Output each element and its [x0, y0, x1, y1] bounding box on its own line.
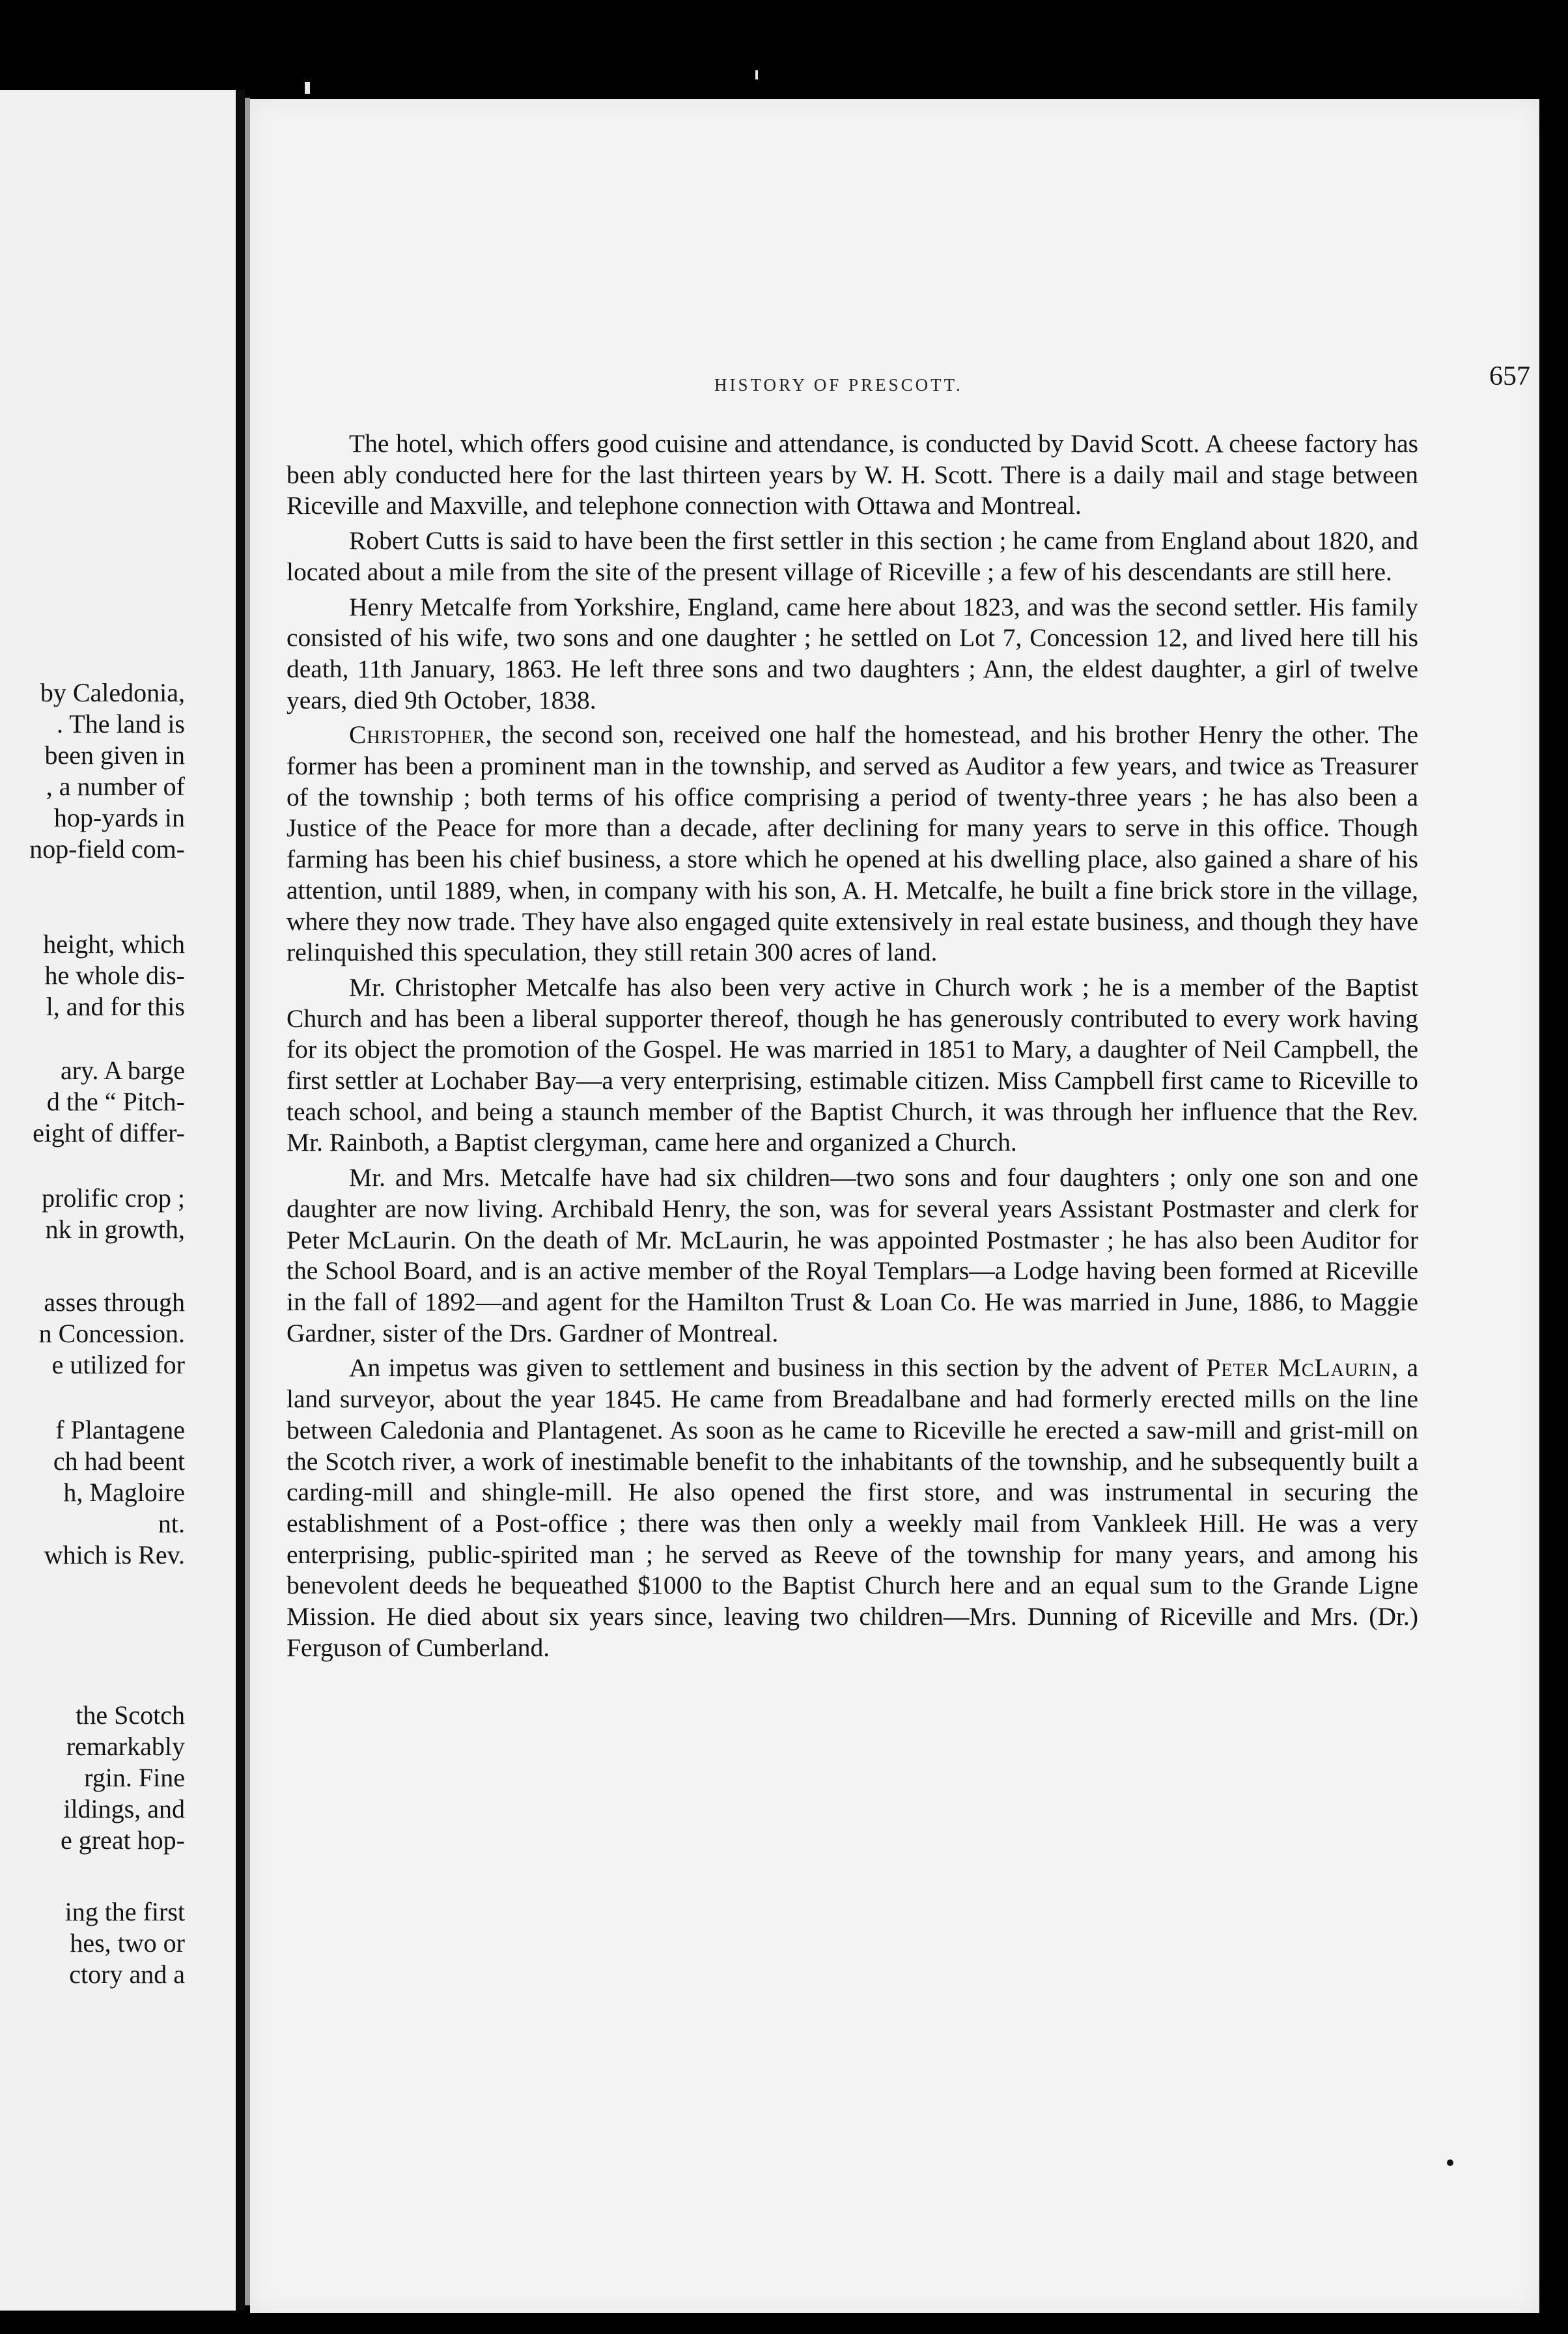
facing-page-line: f Plantagene [55, 1415, 185, 1444]
running-title: HISTORY OF PRESCOTT. [714, 375, 963, 395]
scan-speck [305, 82, 310, 94]
facing-page-line: hes, two or [70, 1928, 185, 1958]
facing-page-line: n Concession. [38, 1319, 185, 1348]
name-peter-mclaurin: Peter McLaurin, [1206, 1353, 1399, 1383]
paragraph-peter-mclaurin [287, 1353, 1418, 1663]
facing-page-line: . The land is [56, 709, 185, 738]
facing-page-line: he whole dis- [44, 961, 185, 990]
paragraph-mclaurin-text: a land surveyor, about the year 1845. He came from Breadalbane and had formerly erected mills on the line between Caledonia and Plantagenet. As soon as he came to Riceville he erected a saw-mill and grist-mill on the Scotch river, a work of inestimable benefit to the inhabitants of the township, and he subsequently built a carding-mill and shingle-mill. He also opened the first store, and was instrumental in securing the establishment of a Post-office ; there was then only a weekly mail from Vankleek Hill. He was a very enterprising, public-spirited man ; he served as Reeve of the township for many years, and among his benevolent deeds he bequeathed $1000 to the Baptist Church here and an equal sum to the Grande Ligne Mission. He died about six years since, leaving two children—Mrs. Dunning of Riceville and Mrs. (Dr.) Ferguson of Cumberland. [287, 1353, 1418, 1662]
paragraph-christopher [287, 720, 1418, 968]
paragraph-children: Mr. and Mrs. Metcalfe have had six children—two sons and four daughters ; only one son and one daughter are now living. Archibald Henry, the son, was for several years Assistant Postmaster and clerk for Peter McLaurin. On the death of Mr. McLaurin, he was appointed Postmaster ; he has also been Auditor for the School Board, and is an active member of the Royal Templars—a Lodge having been formed at Riceville in the fall of 1892—and agent for the Hamilton Trust & Loan Co. He was married in June, 1886, to Maggie Gardner, sister of the Drs. Gardner of Montreal. [287, 1163, 1418, 1347]
facing-page-line: , a number of [46, 772, 185, 801]
page-number: 657 [1489, 361, 1530, 391]
book-gutter [236, 90, 245, 2311]
facing-page-line: e utilized for [51, 1350, 185, 1379]
facing-page-line: been given in [44, 740, 185, 770]
page-edge-shadow [245, 98, 250, 2305]
running-head [250, 361, 1539, 410]
facing-page-line: e great hop- [60, 1825, 185, 1855]
facing-page-line: which is Rev. [44, 1540, 185, 1569]
facing-page-line: rgin. Fine [84, 1763, 185, 1792]
paragraph-henry-metcalfe: Henry Metcalfe from Yorkshire, England, came here about 1823, and was the second settler. His family consisted of his wife, two sons and one daughter ; he settled on Lot 7, Concession 12, and lived here till his death, 11th January, 1863. He left three sons and two daughters ; Ann, the eldest daughter, a girl of twelve years, died 9th October, 1838. [287, 592, 1418, 714]
facing-page-line: ch had beent [53, 1446, 185, 1476]
facing-page-line: by Caledonia, [40, 678, 185, 707]
facing-page-line: hop-yards in [53, 803, 185, 832]
facing-page-line: ctory and a [69, 1960, 185, 1989]
paragraph-christopher-text: the second son, received one half the homestead, and his brother Henry the other. The former has been a prominent man in the township, and served as Auditor a few years, and twice as Treasurer of the township ; both terms of his office comprising a period of twenty-three years ; he has also been a Justice of the Peace for more than a decade, after declining for many years to serve in this office. Though farming has been his chief business, a store which he opened at his dwelling place, also gained a share of his attention, until 1889, when, in company with his son, A. H. Metcalfe, he built a fine brick store in the village, where they now trade. They have also engaged quite extensively in real estate business, and though they have relinquished this speculation, they still retain 300 acres of land. [287, 720, 1418, 967]
facing-page-line: h, Magloire [63, 1478, 185, 1507]
facing-page-line: ing the first [64, 1897, 185, 1926]
book-page-657 [250, 99, 1539, 2313]
facing-page-line: height, which [43, 929, 185, 959]
paragraph-robert-cutts: Robert Cutts is said to have been the first settler in this section ; he came from England about 1820, and located about a mile from the site of the present village of Riceville ; a few of his descendants are still here. [287, 526, 1418, 586]
facing-page-line: nk in growth, [45, 1215, 185, 1244]
scan-speck [755, 70, 758, 79]
facing-page-line: ildings, and [63, 1794, 185, 1823]
paragraph-mclaurin-intro: An impetus was given to settlement and business in this section by the advent of [349, 1353, 1207, 1383]
facing-page-line: the Scotch [76, 1700, 185, 1730]
facing-page-line: d the “ Pitch- [46, 1087, 185, 1116]
facing-page-line: eight of differ- [33, 1118, 185, 1147]
facing-page-line: nop-field com- [29, 834, 185, 864]
page-body [287, 429, 1418, 1667]
facing-page-line: asses through [44, 1287, 185, 1317]
facing-page-line: remarkably [66, 1732, 185, 1761]
facing-page-line: nt. [158, 1509, 185, 1538]
facing-page-fragment [0, 90, 236, 2311]
ink-dot [1447, 2159, 1453, 2166]
paragraph-hotel: The hotel, which offers good cuisine and attendance, is conducted by David Scott. A cheese factory has been ably conducted here for the last thirteen years by W. H. Scott. There is a daily mail and stage between Riceville and Maxville, and telephone connection with Ottawa and Montreal. [287, 429, 1418, 520]
facing-page-line: l, and for this [46, 992, 185, 1021]
name-christopher: Christopher, [349, 720, 493, 750]
paragraph-church-work: Mr. Christopher Metcalfe has also been very active in Church work ; he is a member of the Baptist Church and has been a liberal supporter thereof, though he has generously contributed to every work having for its object the promotion of the Gospel. He was married in 1851 to Mary, a daughter of Neil Campbell, the first settler at Lochaber Bay—a very enterprising, estimable citizen. Miss Campbell first came to Riceville to teach school, and being a staunch member of the Baptist Church, it was through her influence that the Rev. Mr. Rainboth, a Baptist clergyman, came here and organized a Church. [287, 972, 1418, 1157]
facing-page-line: ary. A barge [60, 1056, 185, 1085]
facing-page-line: prolific crop ; [42, 1183, 185, 1213]
